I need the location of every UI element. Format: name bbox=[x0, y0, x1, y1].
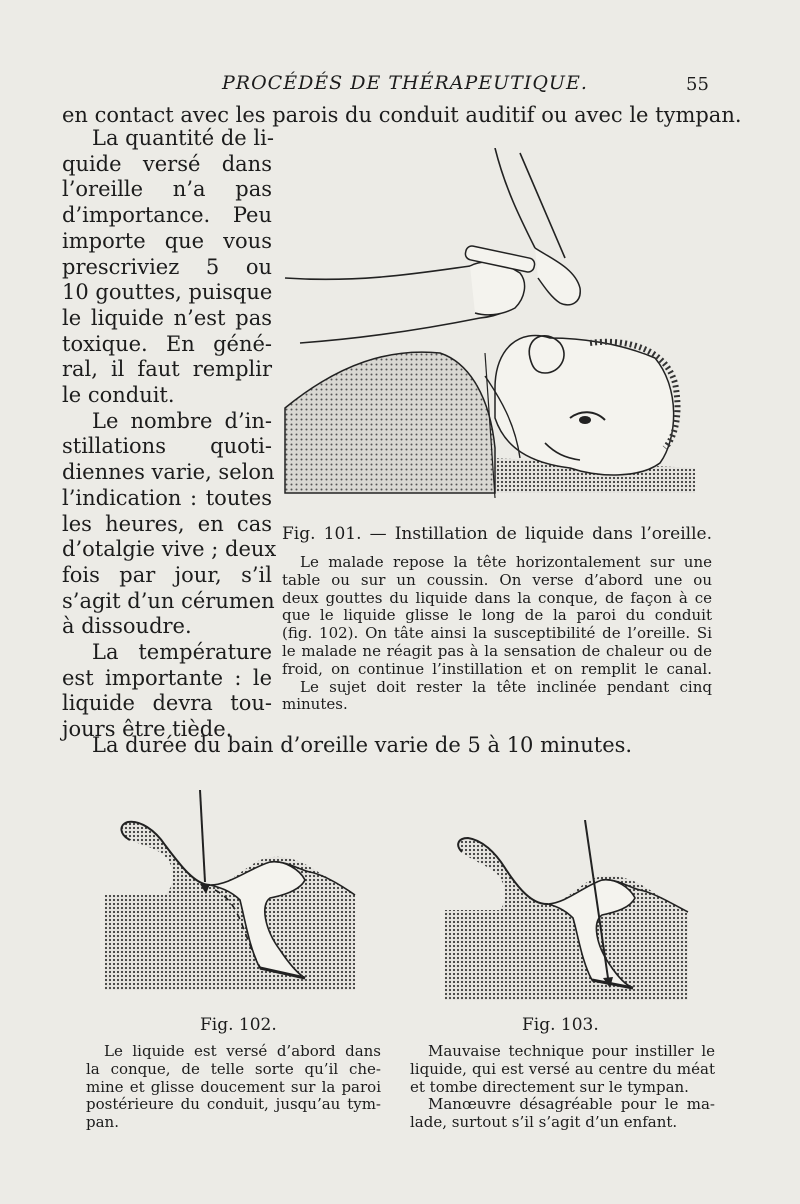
legend-line: mine et glisse doucement sur la paroi bbox=[86, 1077, 381, 1096]
legend-line: liquide, qui est versé au centre du méat bbox=[410, 1059, 715, 1078]
legend-line: postérieure du conduit, jusqu’au tym- bbox=[86, 1095, 381, 1114]
column-line: ral, il faut remplir bbox=[62, 357, 272, 382]
column-line: d’importance. Peu bbox=[62, 203, 272, 228]
column-line: liquide devra tou- bbox=[62, 691, 272, 716]
page-number: 55 bbox=[686, 74, 709, 95]
page-header bbox=[0, 72, 800, 98]
body-line-bottom: La durée du bain d’oreille varie de 5 à 10 minutes. bbox=[92, 733, 633, 757]
legend-line: minutes. bbox=[282, 695, 348, 714]
column-line: toxique. En géné- bbox=[62, 331, 272, 356]
legend-line: Le liquide est versé d’abord dans bbox=[104, 1042, 381, 1060]
paragraph-temperature bbox=[62, 640, 272, 743]
column-line: s’agit d’un cérumen bbox=[62, 588, 275, 613]
column-line: La température bbox=[92, 640, 272, 665]
legend-line: le malade ne réagit pas à la sensation de chaleur ou de bbox=[282, 641, 712, 660]
legend-line: lade, surtout s’il s’agit d’un enfant. bbox=[410, 1113, 678, 1132]
legend-line: la conque, de telle sorte qu’il che- bbox=[86, 1059, 381, 1078]
column-line: stillations quoti- bbox=[62, 434, 272, 459]
running-title: PROCÉDÉS DE THÉRAPEUTIQUE. bbox=[222, 72, 588, 94]
column-line: 10 gouttes, puisque bbox=[62, 280, 273, 305]
body-line-top: en contact avec les parois du conduit auditif ou avec le tympan. bbox=[62, 103, 742, 127]
column-line: quide versé dans bbox=[62, 151, 272, 176]
legend-line: pan. bbox=[86, 1113, 119, 1132]
column-line: Le nombre d’in- bbox=[92, 408, 272, 433]
column-line: les heures, en cas bbox=[62, 511, 272, 536]
figure-101-legend bbox=[282, 554, 712, 714]
column-line: d’otalgie vive ; deux bbox=[62, 537, 277, 562]
figure-101-illustration bbox=[280, 148, 700, 510]
legend-line: et tombe directement sur le tympan. bbox=[410, 1077, 689, 1096]
legend-line: Le sujet doit rester la tête inclinée pendant cinq bbox=[300, 677, 712, 696]
figure-103-legend bbox=[410, 1043, 715, 1132]
legend-line: que le liquide glisse le long de la paroi du conduit bbox=[282, 606, 712, 625]
legend-line: froid, on continue l’instillation et on remplit le canal. bbox=[282, 659, 712, 678]
paragraph-number bbox=[62, 408, 277, 640]
legend-line: Manœuvre désagréable pour le ma- bbox=[428, 1095, 715, 1114]
column-line: le liquide n’est pas bbox=[62, 305, 272, 330]
column-line: à dissoudre. bbox=[62, 614, 192, 639]
column-line: prescriviez 5 ou bbox=[62, 254, 272, 279]
legend-line: table ou sur un coussin. On verse d’abord une ou bbox=[282, 570, 712, 589]
figure-102-legend bbox=[86, 1043, 381, 1132]
figure-102-caption: Fig. 102. bbox=[200, 1015, 277, 1035]
column-line: le conduit. bbox=[62, 383, 175, 408]
column-line: jours être tiède. bbox=[62, 717, 233, 742]
legend-line: Le malade repose la tête horizontalement sur une bbox=[300, 553, 712, 571]
column-line: La quantité de li- bbox=[92, 126, 274, 150]
column-line: est importante : le bbox=[62, 665, 272, 690]
figure-103-illustration bbox=[440, 820, 690, 1000]
figure-103-caption: Fig. 103. bbox=[522, 1015, 599, 1035]
figure-101-caption: Fig. 101. — Instillation de liquide dans l’oreille. bbox=[282, 524, 712, 544]
legend-line: (fig. 102). On tâte ainsi la susceptibilité de l’oreille. Si bbox=[282, 624, 712, 643]
legend-line: deux gouttes du liquide dans la conque, de façon à ce bbox=[282, 588, 712, 607]
column-line: fois par jour, s’il bbox=[62, 562, 272, 587]
column-line: importe que vous bbox=[62, 228, 272, 253]
text-column bbox=[62, 126, 277, 743]
paragraph-quantity bbox=[62, 126, 272, 409]
legend-line: Mauvaise technique pour instiller le bbox=[428, 1042, 715, 1060]
column-line: diennes varie, selon bbox=[62, 460, 275, 485]
figure-102-illustration bbox=[100, 790, 360, 990]
column-line: l’oreille n’a pas bbox=[62, 177, 272, 202]
column-line: l’indication : toutes bbox=[62, 485, 272, 510]
